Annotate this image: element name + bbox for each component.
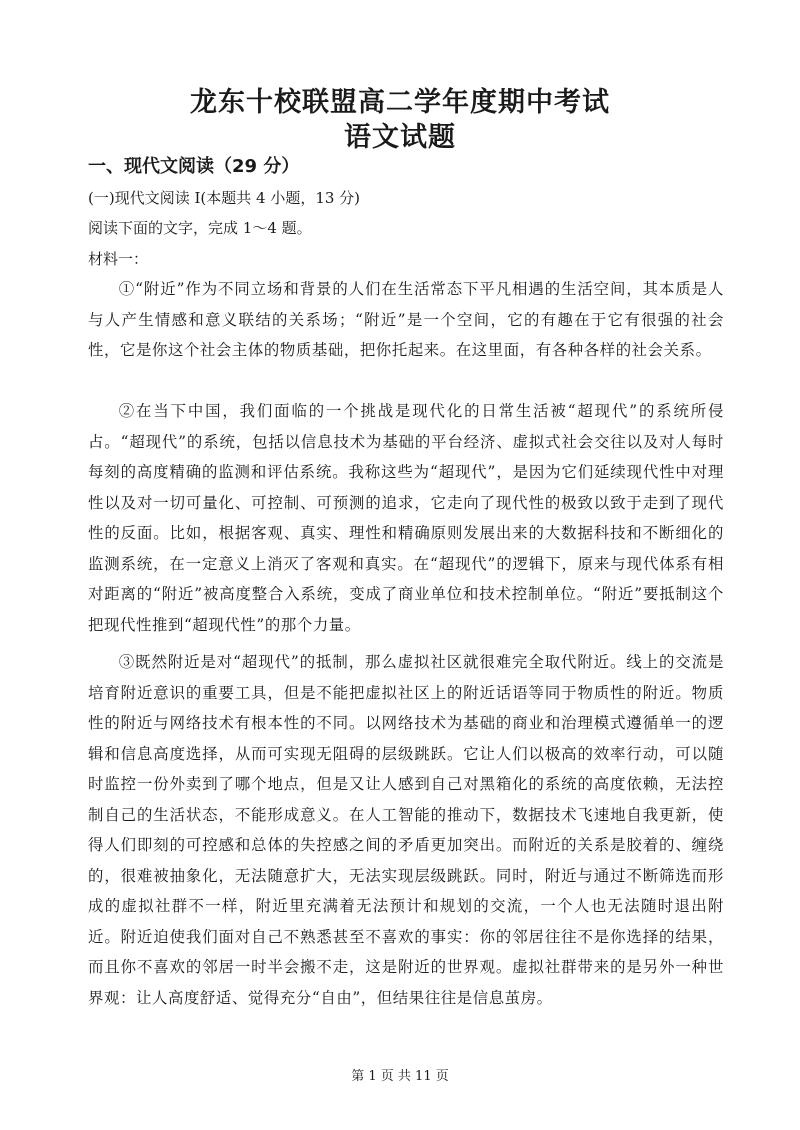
exam-title: 龙东十校联盟高二学年度期中考试 xyxy=(190,87,610,118)
paragraph-3: ③既然附近是对“超现代”的抵制，那么虚拟社区就很难完全取代附近。线上的交流是培育附近意识的重要工具，但是不能把虚拟社区上的附近话语等同于物质性的附近。物质性的附近与网络技术有根本性的不同。以网络技术为基础的商业和治理模式遵循单一的逻辑和信息高度选择，从而可实现无阻碍的层级跳跃。它让人们以极高的效率行动，可以随时监控一份外卖到了哪个地点，但是又让人感到自己对黑箱化的系统的高度依赖，无法控制自己的生活状态，不能形成意义。在人工智能的推动下，数据技术飞速地自我更新，使得人们即刻的可控感和总体的失控感之间的矛盾更加突出。而附近的关系是胶着的、缠绕的，很难被抽象化，无法随意扩大，无法实现层级跳跃。同时，附近与通过不断筛选而形成的虚拟社群不一样，附近里充满着无法预计和规划的交流，一个人也无法随时退出附近。附近迫使我们面对自己不熟悉甚至不喜欢的事实：你的邻居往往不是你选择的结果，而且你不喜欢的邻居一时半会搬不走，这是附近的世界观。虚拟社群带来的是另外一种世界观：让人高度舒适、觉得充分“自由”，但结果往往是信息茧房。 xyxy=(88,653,724,1007)
material-label: 材料一： xyxy=(88,250,149,268)
subsection-heading: (一)现代文阅读 I(本题共 4 小题，13 分) xyxy=(88,189,361,207)
section-heading: 一、现代文阅读（29 分） xyxy=(88,156,300,177)
reading-instruction: 阅读下面的文字，完成 1～4 题。 xyxy=(88,219,312,237)
paragraph-1: ①“附近”作为不同立场和背景的人们在生活常态下平凡相遇的生活空间，其本质是人与人产生情感和意义联结的关系场；“附近”是一个空间，它的有趣在于它有很强的社会性，它是你这个社会主体的物质基础，把你托起来。在这里面，有各种各样的社会关系。 xyxy=(88,280,724,359)
page-number-footer: 第 1 页 共 11 页 xyxy=(351,1069,449,1084)
paragraph-2: ②在当下中国，我们面临的一个挑战是现代化的日常生活被“超现代”的系统所侵占。“超现代”的系统，包括以信息技术为基础的平台经济、虚拟式社会交往以及对人每时每刻的高度精确的监测和评估系统。我称这些为“超现代”，是因为它们延续现代性中对理性以及对一切可量化、可控制、可预测的追求，它走向了现代性的极致以致于走到了现代性的反面。比如，根据客观、真实、理性和精确原则发展出来的大数据科技和不断细化的监测系统，在一定意义上消灭了客观和真实。在“超现代”的逻辑下，原来与现代体系有相对距离的“附近”被高度整合入系统，变成了商业单位和技术控制单位。“附近”要抵制这个把现代性推到“超现代性”的那个力量。 xyxy=(88,402,724,634)
exam-subject: 语文试题 xyxy=(344,122,456,153)
